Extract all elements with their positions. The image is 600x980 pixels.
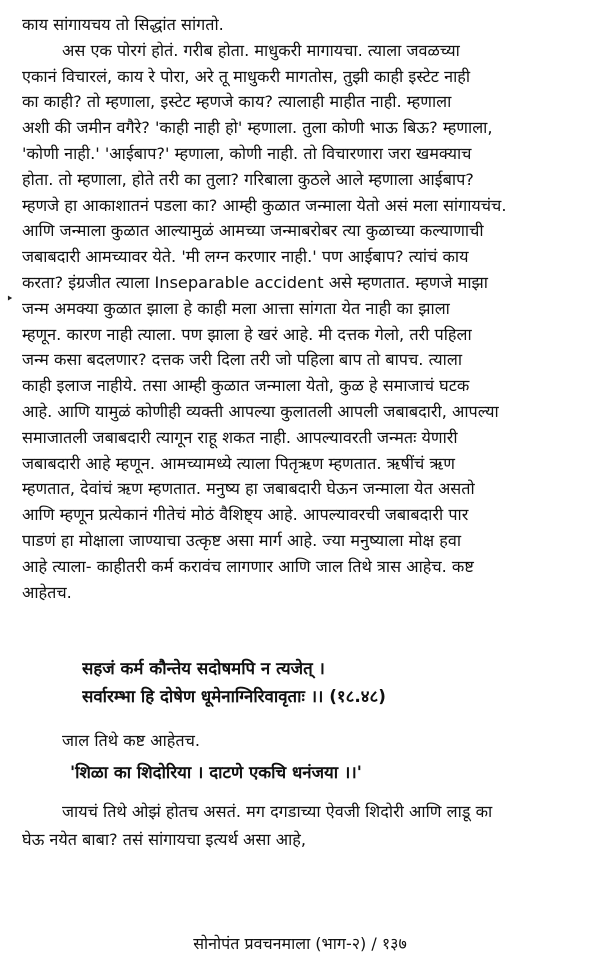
text-line: म्हणजे हा आकाशातनं पडला का? आम्ही कुळात जन्माला येतो असं मला सांगायचंच. bbox=[22, 195, 507, 215]
text-line: अशी की जमीन वगैरे? 'काही नाही हो' म्हणाला. तुला कोणी भाऊ बिऊ? म्हणाला, bbox=[22, 118, 493, 138]
margin-mark: ‣ bbox=[6, 292, 14, 307]
text-line: जन्म अमक्या कुळात झाला हे काही मला आत्ता सांगता येत नाही का झाला bbox=[22, 298, 450, 318]
verse-line-2: सर्वारम्भा हि दोषेण धूमेनाग्निरिवावृताः ।। (१८.४८) bbox=[82, 686, 386, 706]
text-line: पाडणं हा मोक्षाला जाण्याचा उत्कृष्ट असा मार्ग आहे. ज्या मनुष्याला मोक्ष हवा bbox=[22, 531, 462, 550]
closing-line-2: घेऊ नयेत बाबा? तसं सांगायचा इत्यर्थ असा आहे, bbox=[22, 830, 306, 849]
quote-line: 'शिळा का शिदोरिया । दाटणे एकचि धनंजया ।।' bbox=[70, 762, 362, 782]
text-line: का काही? तो म्हणाला, इस्टेट म्हणजे काय? त्यालाही माहीत नाही. म्हणाला bbox=[22, 92, 452, 112]
text-line: आहेतच. bbox=[22, 582, 72, 602]
closing-line-1: जायचं तिथे ओझं होतच असतं. मग दगडाच्या ऐवजी शिदोरी आणि लाडू का bbox=[62, 802, 493, 821]
text-line: आणि जन्माला कुळात आल्यामुळं आमच्या जन्माबरोबर त्या कुळाच्या कल्याणाची bbox=[22, 221, 484, 241]
text-line: काही इलाज नाहीये. तसा आम्ही कुळात जन्माला येतो, कुळ हे समाजाचं घटक bbox=[22, 376, 470, 396]
verse-line-1: सहजं कर्म कौन्तेय सदोषमपि न त्यजेत् । bbox=[82, 658, 325, 678]
text-line: 'कोणी नाही.' 'आईबाप?' म्हणाला, कोणी नाही. तो विचारणारा जरा खमक्याच bbox=[22, 144, 472, 163]
text-line: काय सांगायचय तो सिद्धांत सांगतो. bbox=[22, 15, 224, 34]
text-line: म्हणतात, देवांचं ऋण म्हणतात. मनुष्य हा जबाबदारी घेऊन जन्माला येत असतो bbox=[22, 479, 475, 499]
text-line: आणि म्हणून प्रत्येकानं गीतेचं मोठं वैशिष्ट्य आहे. आपल्यावरची जबाबदारी पार bbox=[22, 505, 469, 525]
text-line: अस एक पोरगं होतं. गरीब होता. माधुकरी मागायचा. त्याला जवळच्या bbox=[62, 40, 460, 60]
text-line: आहे त्याला- काहीतरी कर्म करावंच लागणार आणि जाल तिथे त्रास आहेच. कष्ट bbox=[22, 556, 474, 576]
text-line: म्हणून. कारण नाही त्याला. पण झाला हे खरं आहे. मी दत्तक गेलो, तरी पहिला bbox=[22, 324, 472, 344]
page-footer: सोनोपंत प्रवचनमाला (भाग-२) / १३७ bbox=[193, 934, 407, 953]
text-line: जबाबदारी आहे म्हणून. आमच्यामध्ये त्याला पितृऋण म्हणतात. ऋषींचं ऋण bbox=[22, 453, 455, 473]
text-line: होता. तो म्हणाला, होते तरी का तुला? गरिबाला कुठले आले म्हणाला आईबाप? bbox=[22, 169, 474, 189]
text-line: समाजातली जबाबदारी त्यागून राहू शकत नाही. आपल्यावरती जन्मतः येणारी bbox=[22, 427, 458, 447]
text-line: जन्म कसा बदलणार? दत्तक जरी दिला तरी जो पहिला बाप तो बापच. त्याला bbox=[22, 350, 463, 370]
text-line: आहे. आणि यामुळं कोणीही व्यक्ती आपल्या कुलातली आपली जबाबदारी, आपल्या bbox=[22, 402, 499, 421]
text-line: करता? इंग्रजीत त्याला Inseparable accident असे म्हणतात. म्हणजे माझा bbox=[22, 273, 488, 292]
text-line: एकानं विचारलं, काय रे पोरा, अरे तू माधुकरी मागतोस, तुझी काही इस्टेट नाही bbox=[22, 66, 471, 86]
mid-line: जाल तिथे कष्ट आहेतच. bbox=[62, 731, 201, 750]
text-line: जबाबदारी आमच्यावर येते. 'मी लग्न करणार नाही.' पण आईबाप? त्यांचं काय bbox=[22, 247, 469, 267]
